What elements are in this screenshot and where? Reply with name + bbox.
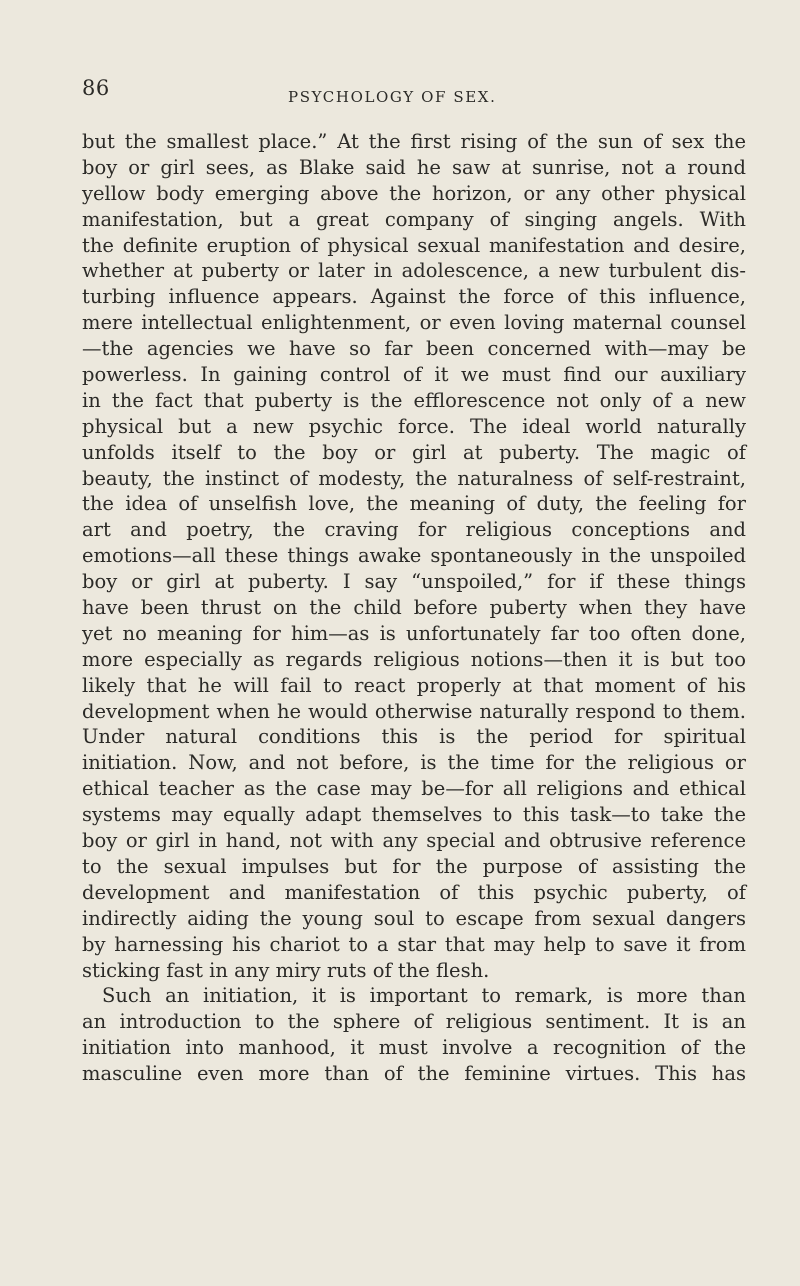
text-line: development when he would otherwise naturally respond to them. [82,699,746,723]
text-line: physical but a new psychic force. The ideal world naturally [82,414,746,438]
text-line: by harnessing his chariot to a star that may help to save it from [82,932,746,956]
paragraph-start-line: Such an initiation, it is important to remark, is more than [102,984,746,1008]
text-line: yellow body emerging above the horizon, or any other physical [82,181,746,205]
text-line: yet no meaning for him—as is unfortunately far too often done, [82,621,746,645]
paragraph-end-line: sticking fast in any miry ruts of the flesh. [82,958,490,982]
text-line: Under natural conditions this is the period for spiritual [82,725,746,749]
text-line: the definite eruption of physical sexual manifestation and desire, [82,233,746,257]
text-line: beauty, the instinct of modesty, the naturalness of self-restraint, [82,466,746,490]
text-line: but the smallest place.” At the first rising of the sun of sex the [82,130,746,153]
text-line: mere intellectual enlightenment, or even loving maternal counsel [82,311,746,335]
text-line: systems may equally adapt themselves to this task—to take the [82,803,746,827]
text-line: art and poetry, the craving for religious conceptions and [82,518,746,542]
text-line: manifestation, but a great company of singing angels. With [82,207,746,231]
text-line: initiation into manhood, it must involve a recognition of the [82,1036,746,1060]
text-line: boy or girl in hand, not with any special and obtrusive reference [82,829,746,853]
text-line: ethical teacher as the case may be—for all religions and ethical [82,777,746,801]
text-line: in the fact that puberty is the efflorescence not only of a new [82,388,746,412]
text-line: —the agencies we have so far been concerned with—may be [82,337,746,361]
text-line: indirectly aiding the young soul to escape from sexual dangers [82,906,746,930]
text-line: whether at puberty or later in adolescence, a new turbulent dis- [82,259,746,283]
text-line: boy or girl at puberty. I say “unspoiled,” for if these things [82,570,746,594]
text-line: likely that he will fail to react properly at that moment of his [82,673,746,697]
text-line: unfolds itself to the boy or girl at puberty. The magic of [82,440,746,464]
page-number: 86 [82,76,110,100]
text-line: an introduction to the sphere of religious sentiment. It is an [82,1010,746,1034]
text-line: emotions—all these things awake spontaneously in the unspoiled [82,544,746,568]
text-line: initiation. Now, and not before, is the time for the religious or [82,751,746,775]
body-text [82,129,746,1087]
running-title: PSYCHOLOGY OF SEX. [288,88,497,106]
text-line: have been thrust on the child before puberty when they have [82,596,746,620]
text-line: powerless. In gaining control of it we must find our auxiliary [82,363,746,387]
text-line: boy or girl sees, as Blake said he saw at sunrise, not a round [82,155,746,179]
text-line: to the sexual impulses but for the purpose of assisting the [82,854,746,878]
text-line: turbing influence appears. Against the force of this influence, [82,285,746,309]
text-line: masculine even more than of the feminine virtues. This has [82,1062,746,1086]
text-line: the idea of unselfish love, the meaning of duty, the feeling for [82,492,746,516]
text-line: more especially as regards religious notions—then it is but too [82,647,746,671]
text-line: development and manifestation of this psychic puberty, of [82,880,746,904]
